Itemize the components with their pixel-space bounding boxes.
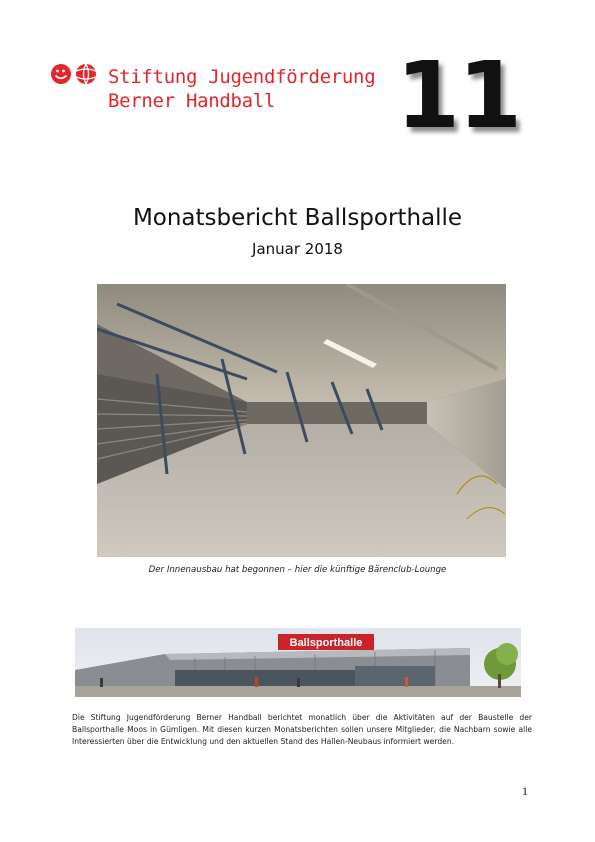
photo-caption: Der Innenausbau hat begonnen – hier die künftige Bärenclub-Lounge [148,565,447,575]
page-number: 1 [522,784,528,798]
rendering-sign-text: Ballsporthalle [289,637,363,649]
organization-name-line2: Berner Handball [108,90,276,112]
interior-construction-photo [97,284,506,557]
report-date: Januar 2018 [252,240,343,258]
foundation-logo-icon [50,63,100,85]
report-title: Monatsbericht Ballsporthalle [132,205,463,231]
organization-name-line1: Stiftung Jugendförderung [108,66,376,88]
issue-number: 11 [396,42,521,149]
intro-paragraph: Die Stiftung Jugendförderung Berner Handball berichtet monatlich über die Aktivitäten auf der Baustelle der Ballsporthalle Moos in Gümligen. Mit diesen kurzen Monatsberichten sollen unsere Mitglieder, die Nachbarn sowie alle Interessierten über die Entwicklung und den aktuellen Stand des Hallen-Neubaus informiert werden. [72,713,532,746]
hall-exterior-rendering [75,628,521,697]
